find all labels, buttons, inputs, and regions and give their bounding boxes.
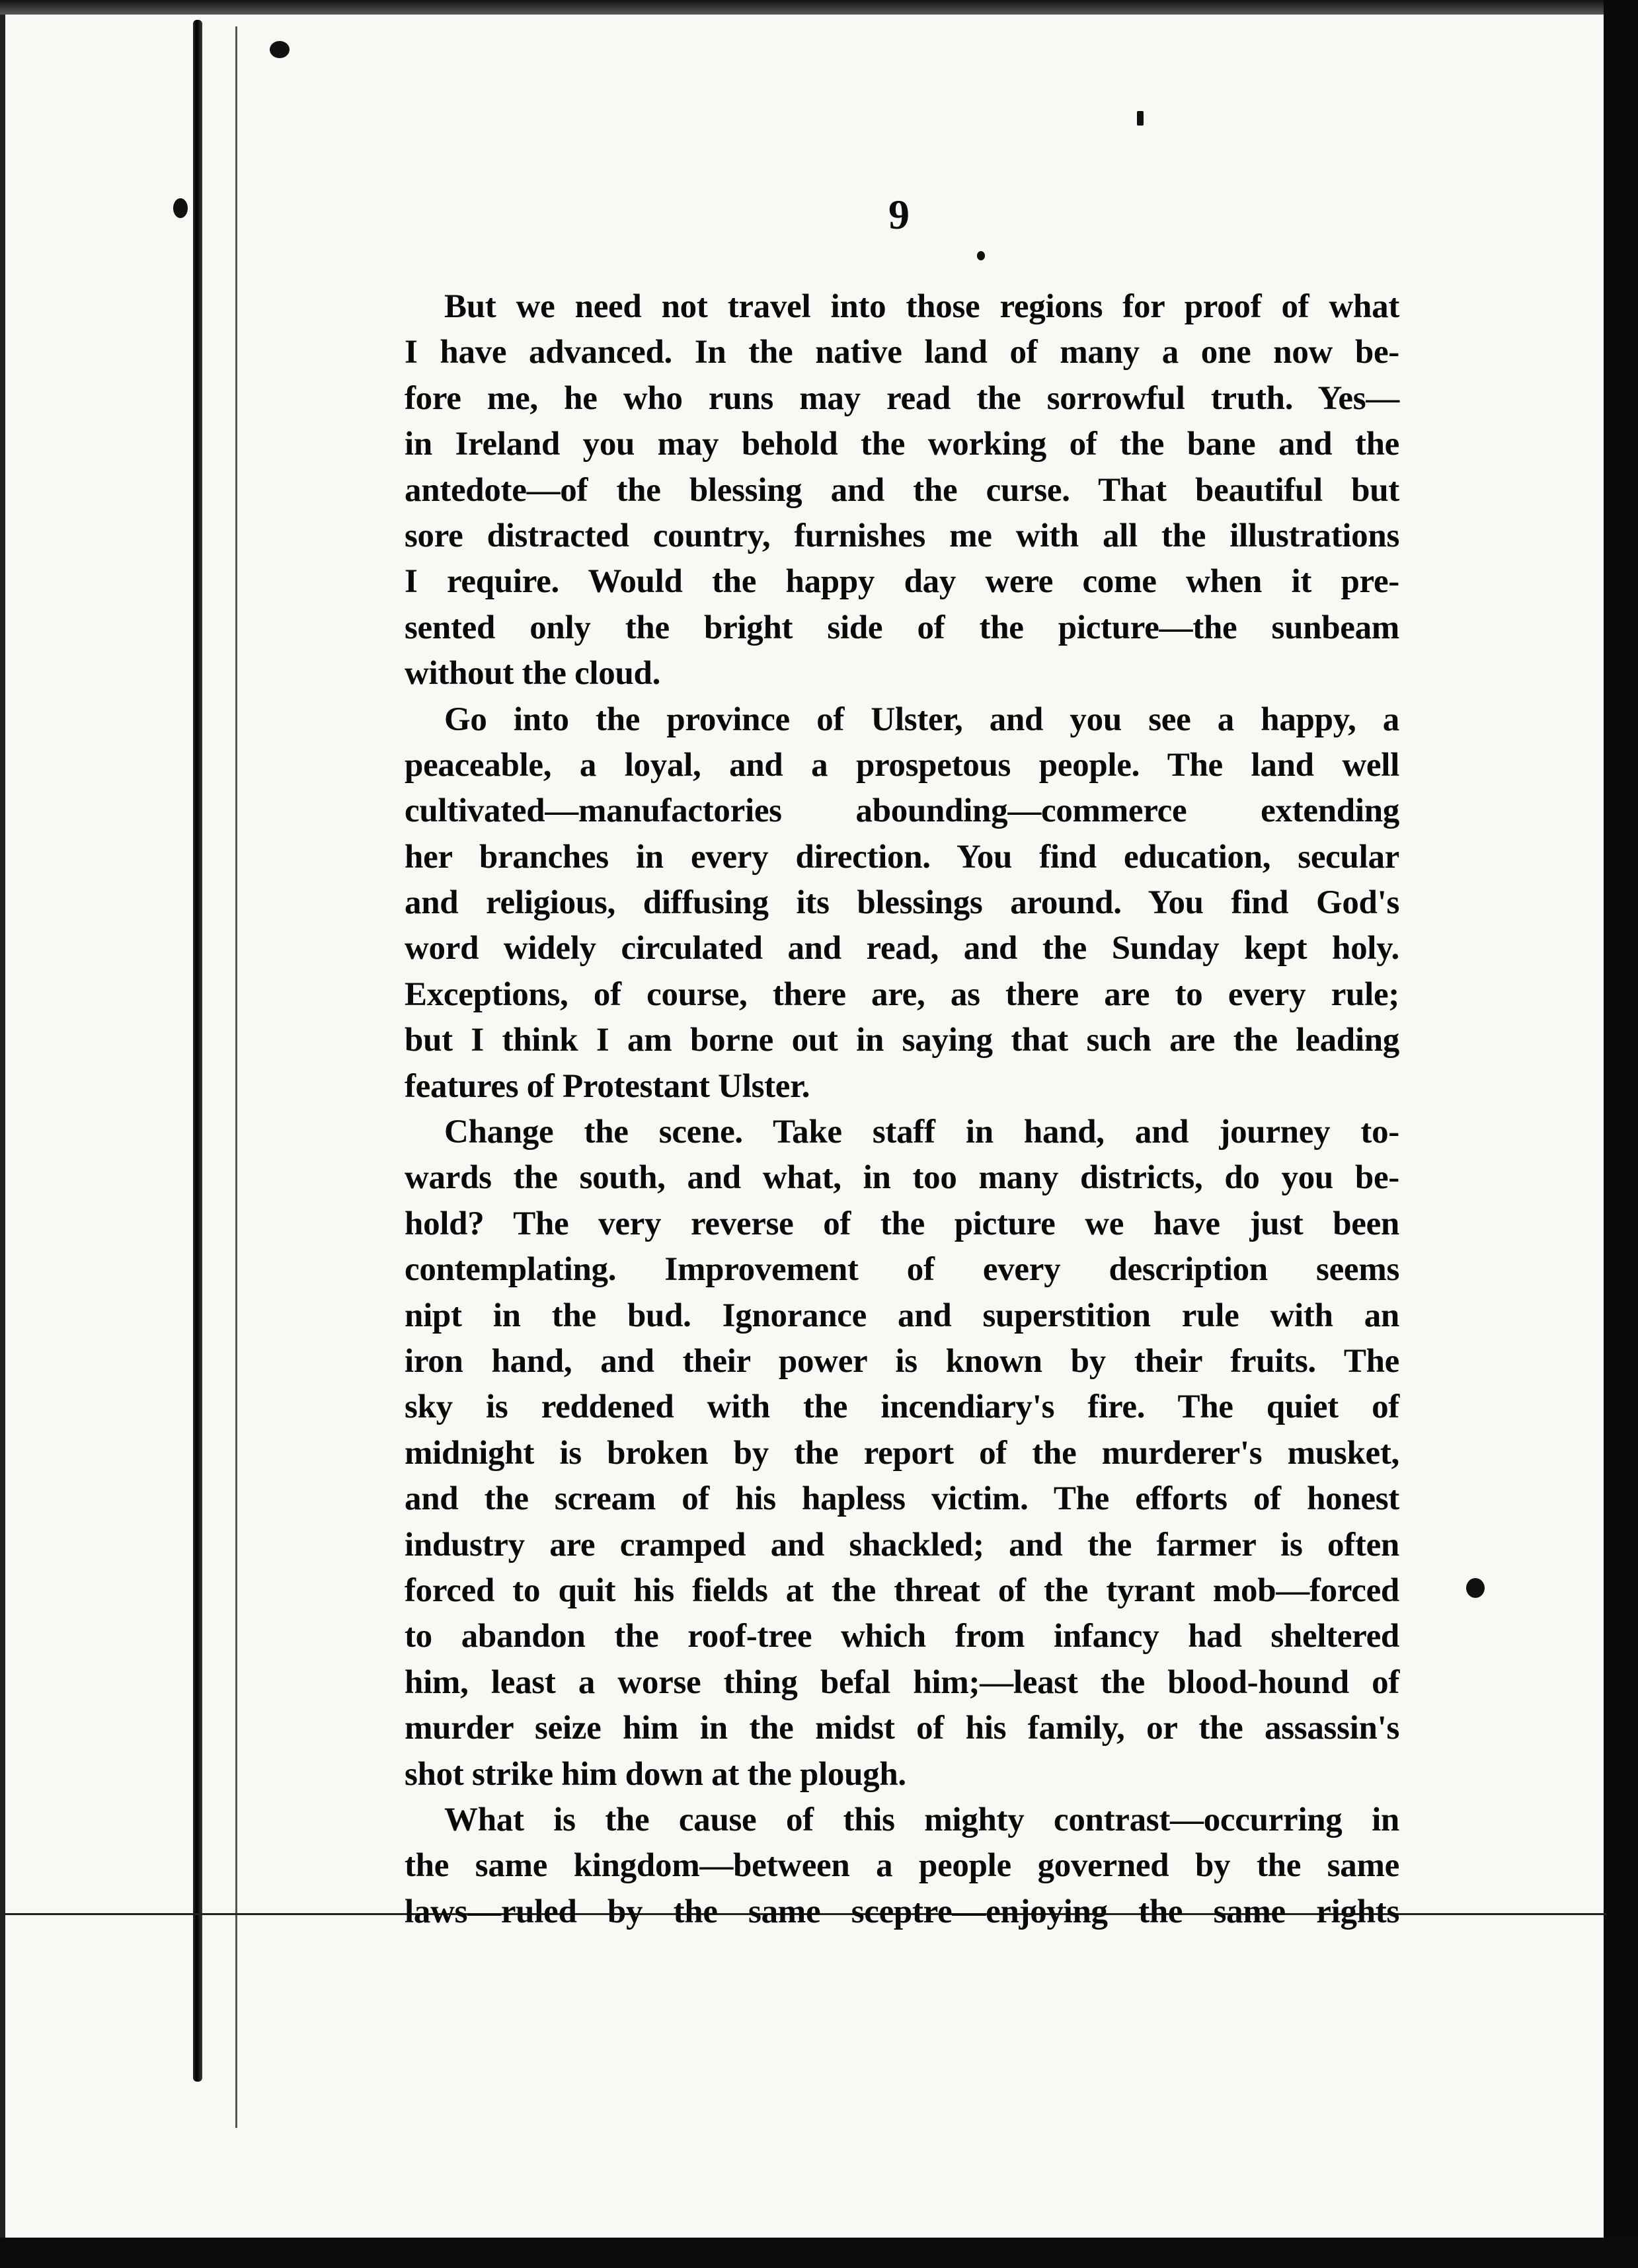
ink-speck [1466, 1578, 1485, 1598]
text-line: her branches in every direction. You find education, secular [405, 838, 1399, 876]
text-line: features of Protestant Ulster. [405, 1067, 810, 1105]
text-line: and the scream of his hapless victim. The efforts of honest [405, 1480, 1399, 1518]
text-line: contemplating. Improvement of every description seems [405, 1251, 1399, 1289]
text-line: industry are cramped and shackled; and the farmer is often [405, 1526, 1399, 1564]
text-line: word widely circulated and read, and the Sunday kept holy. [405, 930, 1399, 967]
scan-border-left [0, 0, 5, 2268]
ink-speck [977, 251, 985, 260]
text-line: in Ireland you may behold the working of the bane and the [405, 426, 1399, 463]
text-line: without the cloud. [405, 655, 661, 693]
paragraph [405, 1797, 1399, 1935]
text-line: But we need not travel into those regions for proof of what [444, 288, 1399, 325]
text-line: peaceable, a loyal, and a prospetous people. The land well [405, 746, 1399, 784]
text-line: wards the south, and what, in too many districts, do you be- [405, 1159, 1399, 1197]
text-line: laws—ruled by the same sceptre—enjoying the same rights [405, 1893, 1399, 1930]
text-line: the same kingdom—between a people governed by the same [405, 1847, 1399, 1885]
text-line: but I think I am borne out in saying that such are the leading [405, 1022, 1399, 1059]
page-number: 9 [888, 191, 910, 238]
body-text [405, 284, 1399, 1935]
text-line: forced to quit his fields at the threat of the tyrant mob—forced [405, 1571, 1399, 1609]
text-line: sky is reddened with the incendiary's fire. The quiet of [405, 1388, 1399, 1426]
text-line: to abandon the roof-tree which from infancy had sheltered [405, 1618, 1399, 1655]
scan-border-right [1604, 0, 1638, 2268]
scan-border-top [0, 0, 1638, 15]
paragraph [405, 284, 1399, 697]
text-line: fore me, he who runs may read the sorrowful truth. Yes— [405, 379, 1399, 417]
text-line: hold? The very reverse of the picture we have just been [405, 1205, 1399, 1242]
ink-speck [1137, 111, 1144, 126]
text-line: midnight is broken by the report of the murderer's musket, [405, 1434, 1399, 1472]
binding-gutter [193, 20, 202, 2082]
text-line: and religious, diffusing its blessings around. You find God's [405, 884, 1399, 922]
text-line: I have advanced. In the native land of many a one now be- [405, 334, 1399, 371]
text-line: murder seize him in the midst of his family, or the assassin's [405, 1710, 1399, 1747]
text-line: Exceptions, of course, there are, as there are to every rule; [405, 975, 1399, 1013]
text-line: I require. Would the happy day were come when it pre- [405, 563, 1399, 601]
text-line: antedote—of the blessing and the curse. That beautiful but [405, 471, 1399, 509]
binding-line [235, 26, 237, 2128]
text-line: Go into the province of Ulster, and you see a happy, a [444, 700, 1399, 738]
ink-speck [173, 198, 188, 218]
text-line: nipt in the bud. Ignorance and superstition rule with an [405, 1297, 1399, 1334]
text-line: What is the cause of this mighty contrast—occurring in [444, 1801, 1399, 1838]
text-line: sore distracted country, furnishes me with all the illustrations [405, 517, 1399, 554]
text-line: shot strike him down at the plough. [405, 1755, 906, 1793]
text-line: him, least a worse thing befal him;—least the blood-hound of [405, 1663, 1399, 1701]
text-line: cultivated—manufactories abounding—commerce extending [405, 792, 1399, 830]
ink-speck [270, 41, 290, 58]
text-line: sented only the bright side of the picture—the sunbeam [405, 609, 1399, 646]
text-line: Change the scene. Take staff in hand, and journey to- [444, 1114, 1399, 1151]
paragraph [405, 697, 1399, 1110]
scan-border-bottom [0, 2238, 1638, 2268]
paragraph [405, 1110, 1399, 1797]
text-line: iron hand, and their power is known by their fruits. The [405, 1342, 1399, 1380]
